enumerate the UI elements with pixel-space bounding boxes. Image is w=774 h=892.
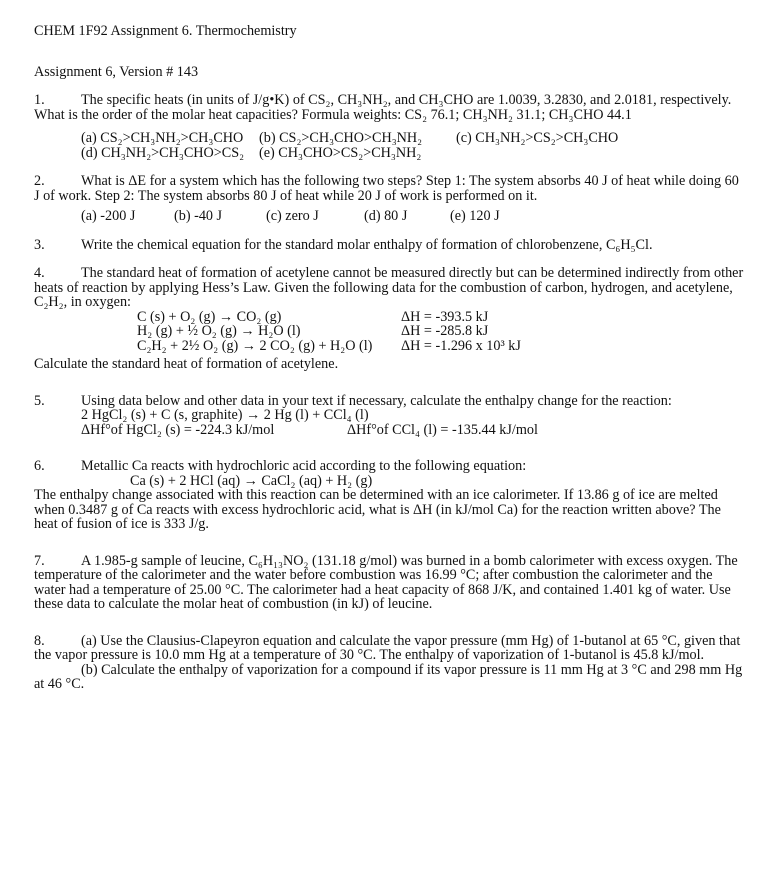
question-4 bbox=[34, 266, 744, 372]
question-number: 4. bbox=[34, 265, 45, 281]
enthalpy-value: ΔH = -393.5 kJ bbox=[401, 308, 489, 325]
reaction-equation: C (s) + O₂ (g) → CO₂ (g) bbox=[137, 308, 282, 325]
reaction-row bbox=[137, 310, 744, 325]
question-number: 2. bbox=[34, 173, 45, 189]
formation-data bbox=[34, 423, 744, 438]
answer-options bbox=[34, 209, 744, 224]
question-number: 5. bbox=[34, 392, 45, 409]
reaction-row bbox=[137, 339, 744, 354]
option-d: (d) 80 J bbox=[364, 208, 408, 224]
question-number: 8. bbox=[34, 632, 45, 649]
question-text: A 1.985-g sample of leucine, C₆H₁₃NO₂ (131.18 g/mol) was burned in a bomb calorimeter with excess oxygen. The temperature of the calorimeter and the water before combustion was 16.99 °C; after combustion the calorimeter and the water had a temperature of 25.00 °C. The calorimeter had a heat capacity of 868 J/K, and contained 1.401 kg of water. Use these data to calculate the molar heat of combustion (in kJ) of leucine. bbox=[34, 552, 738, 612]
enthalpy-value: ΔH = -285.8 kJ bbox=[401, 323, 489, 339]
question-1 bbox=[34, 93, 744, 160]
question-text: What is ΔE for a system which has the following two steps? Step 1: The system absorbs 40 J of heat while doing 60 J of work. Step 2: The system absorbs 80 J of heat while 20 J of work is performed on it. bbox=[34, 173, 739, 204]
reaction-list bbox=[34, 310, 744, 354]
question-2 bbox=[34, 174, 744, 224]
option-c: (c) zero J bbox=[266, 208, 319, 224]
question-number: 1. bbox=[34, 92, 45, 108]
page-title: CHEM 1F92 Assignment 6. Thermochemistry bbox=[34, 23, 297, 39]
assignment-page bbox=[34, 24, 744, 692]
option-a: (a) CS₂>CH₃NH₂>CH₃CHO bbox=[81, 130, 244, 146]
question-number: 7. bbox=[34, 552, 45, 569]
question-3 bbox=[34, 238, 744, 253]
question-text: The standard heat of formation of acetylene cannot be measured directly but can be determined indirectly from other heats of reaction by applying Hess’s Law. Given the following data for the combustion of carbon, hydrogen, and acetylene, C₂H₂, in oxygen: bbox=[34, 265, 744, 310]
reaction-row bbox=[137, 324, 744, 339]
reaction-equation: H₂ (g) + ½ O₂ (g) → H₂O (l) bbox=[137, 323, 301, 339]
enthalpy-value: ΔH = -1.296 x 10³ kJ bbox=[401, 337, 521, 354]
reaction-equation: 2 HgCl₂ (s) + C (s, graphite) → 2 Hg (l) + CCl₄ (l) bbox=[81, 407, 369, 423]
question-7 bbox=[34, 554, 744, 612]
question-number: 6. bbox=[34, 458, 45, 474]
option-b: (b) -40 J bbox=[174, 208, 223, 224]
question-5 bbox=[34, 394, 744, 438]
option-d: (d) CH₃NH₂>CH₃CHO>CS₂ bbox=[81, 144, 245, 161]
reaction-equation: Ca (s) + 2 HCl (aq) → CaCl₂ (aq) + H₂ (g) bbox=[130, 472, 373, 489]
data-ccl4: ΔHf°of CCl₄ (l) = -135.44 kJ/mol bbox=[347, 421, 538, 438]
option-e: (e) CH₃CHO>CS₂>CH₃NH₂ bbox=[259, 144, 422, 161]
option-e: (e) 120 J bbox=[450, 208, 500, 224]
part-b: (b) Calculate the enthalpy of vaporization for a compound if its vapor pressure is 11 mm Hg at 3 °C and 298 mm Hg at 46 °C. bbox=[34, 661, 743, 692]
option-c: (c) CH₃NH₂>CS₂>CH₃CHO bbox=[456, 130, 619, 146]
question-6 bbox=[34, 459, 744, 532]
question-text: The specific heats (in units of J/g•K) of CS₂, CH₃NH₂, and CH₃CHO are 1.0039, 3.2830, and 2.0181, respectively. What is the order of the molar heat capacities? Formula weights: CS₂ 76.1; CH₃NH₂ 31.1; CH₃CHO 44.1 bbox=[34, 92, 732, 123]
question-text: Write the chemical equation for the standard molar enthalpy of formation of chlorobenzene, C₆H₅Cl. bbox=[81, 236, 653, 253]
option-a: (a) -200 J bbox=[81, 208, 136, 224]
reaction-equation: C₂H₂ + 2½ O₂ (g) → 2 CO₂ (g) + H₂O (l) bbox=[137, 337, 373, 354]
question-body: The enthalpy change associated with this reaction can be determined with an ice calorimeter. If 13.86 g of ice are melted when 0.3487 g of Ca reacts with excess hydrochloric acid, what is ΔH (in kJ/mol Ca) for the reaction written above? The heat of fusion of ice is 333 J/g. bbox=[34, 487, 721, 532]
part-a: (a) Use the Clausius-Clapeyron equation and calculate the vapor pressure (mm Hg) of 1-butanol at 65 °C, given that the vapor pressure is 10.0 mm Hg at a temperature of 30 °C. The enthalpy of vaporization of 1-butanol is 45.8 kJ/mol. bbox=[34, 632, 741, 663]
question-number: 3. bbox=[34, 236, 45, 253]
version-line: Assignment 6, Version # 143 bbox=[34, 63, 199, 80]
option-b: (b) CS₂>CH₃CHO>CH₃NH₂ bbox=[259, 130, 423, 146]
question-8 bbox=[34, 634, 744, 692]
data-hgcl2: ΔHf°of HgCl₂ (s) = -224.3 kJ/mol bbox=[81, 421, 275, 438]
answer-options bbox=[34, 131, 744, 160]
question-text: Using data below and other data in your text if necessary, calculate the enthalpy change for the reaction: bbox=[81, 392, 672, 409]
question-text: Metallic Ca reacts with hydrochloric acid according to the following equation: bbox=[81, 458, 527, 474]
question-closing: Calculate the standard heat of formation of acetylene. bbox=[34, 356, 339, 372]
